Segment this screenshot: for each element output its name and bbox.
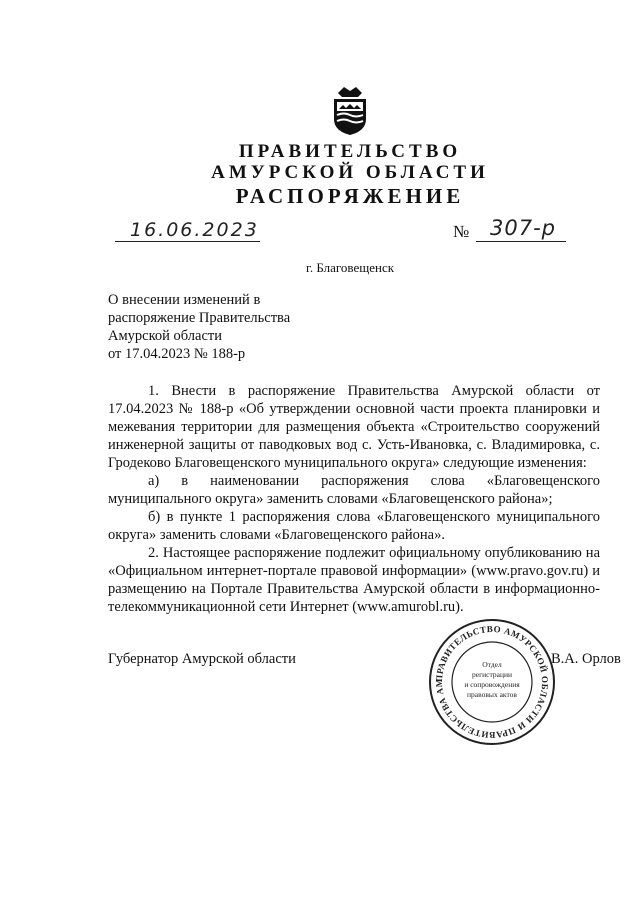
subject-line: Амурской области	[108, 328, 222, 344]
stamp-inner-line: правовых актов	[467, 690, 517, 699]
document-type: РАСПОРЯЖЕНИЕ	[235, 184, 465, 208]
body-paragraph: 2. Настоящее распоряжение подлежит официальному опубликованию на «Официальном интернет-портале правовой информации» (www.pravo.gov.ru) и размещению на Портале Правительства Амурской области в информационно-телекоммуникационной сети Интернет (www.amurobl.ru).	[108, 545, 600, 615]
document-number: 307-р	[490, 216, 556, 240]
city-name: г. Благовещенск	[305, 260, 395, 275]
stamp-inner-line: и сопровождения	[464, 680, 520, 689]
subject-line: распоряжение Правительства	[108, 310, 291, 326]
official-stamp	[427, 617, 557, 747]
document-subject	[108, 291, 290, 363]
signer-name: В.А. Орлов	[551, 651, 621, 667]
document-body	[108, 382, 600, 616]
stamp-outer-text: ПРАВИТЕЛЬСТВО АМУРСКОЙ ОБЛАСТИ И ПРАВИТЕЛЬСТВА АМ	[433, 623, 551, 741]
signer-title: Губернатор Амурской области	[108, 651, 296, 667]
government-name-line1: ПРАВИТЕЛЬСТВО	[238, 141, 462, 162]
stamp-inner-line: регистрации	[472, 670, 512, 679]
coat-of-arms-icon	[324, 85, 376, 137]
body-paragraph: б) в пункте 1 распоряжения слова «Благовещенского муниципального округа» заменить словами «Благовещенского района».	[108, 509, 600, 543]
body-paragraph: а) в наименовании распоряжения слова «Благовещенского муниципального округа» заменить словами «Благовещенского района»;	[108, 473, 600, 507]
government-name-line2: АМУРСКОЙ ОБЛАСТИ	[211, 162, 489, 183]
number-sign: №	[453, 222, 470, 241]
stamp-inner-line: Отдел	[482, 660, 502, 669]
date-underline	[115, 241, 260, 242]
subject-line: О внесении изменений в	[108, 292, 261, 308]
body-paragraph: 1. Внести в распоряжение Правительства Амурской области от 17.04.2023 № 188-р «Об утверждении основной части проекта планировки и межевания территории для размещения объекта «Строительство сооружений инженерной защиты от паводковых вод с. Усть-Ивановка, с. Владимировка, с. Гродеково Благовещенского муниципального округа» следующие изменения:	[108, 383, 600, 471]
document-date: 16.06.2023	[130, 219, 259, 241]
number-underline	[476, 241, 566, 242]
subject-line: от 17.04.2023 № 188-р	[108, 346, 246, 362]
